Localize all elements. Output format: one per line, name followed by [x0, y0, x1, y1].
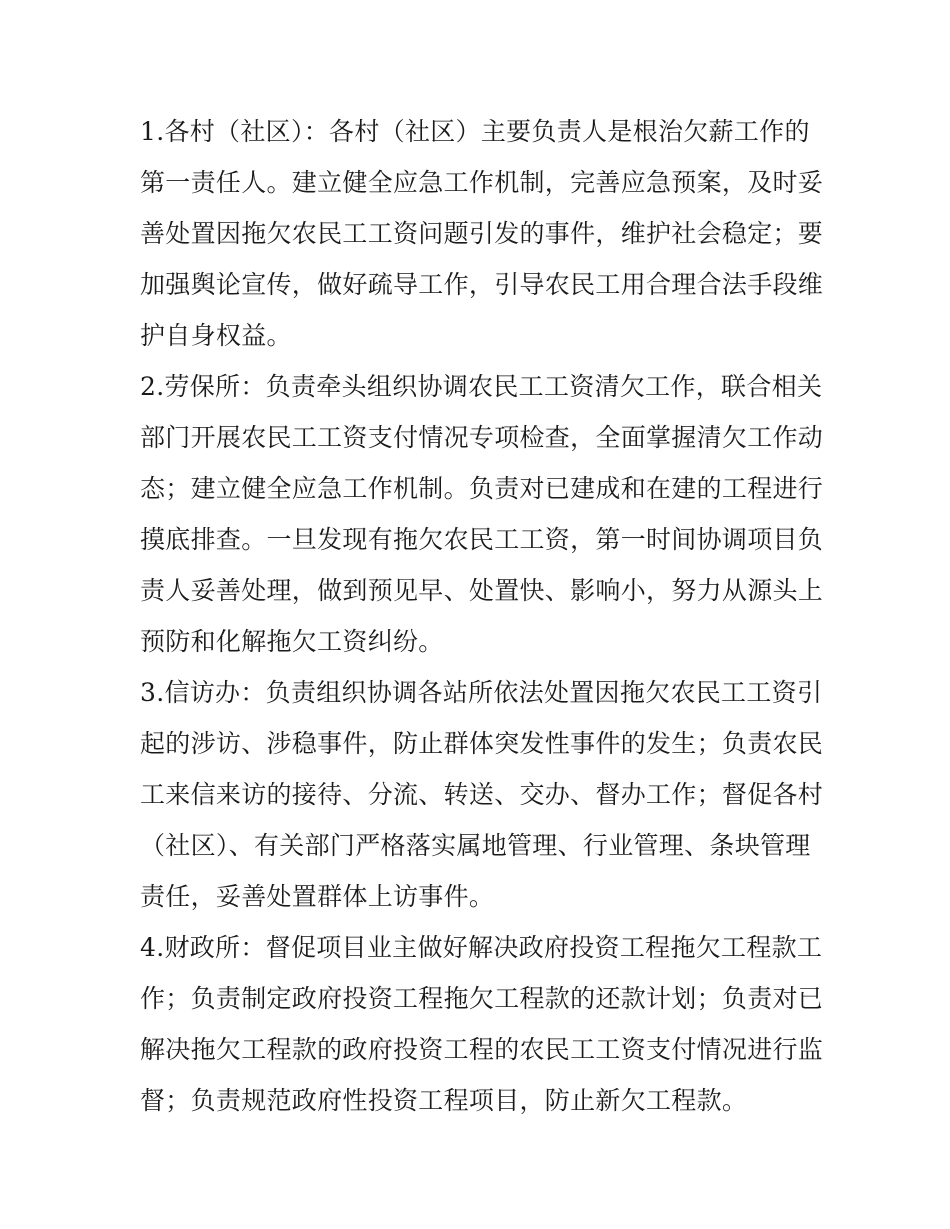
text-line: 工来信来访的接待、分流、转送、交办、督办工作；督促各村	[140, 780, 824, 809]
text-line: 护自身权益。	[140, 321, 292, 350]
text-line: 1.各村（社区）：各村（社区）主要负责人是根治欠薪工作的	[140, 117, 810, 146]
text-line: 作；负责制定政府投资工程拖欠工程款的还款计划；负责对已	[140, 984, 824, 1013]
text-line: 起的涉访、涉稳事件，防止群体突发性事件的发生；负责农民	[140, 729, 824, 758]
document-body	[140, 106, 824, 1126]
text-line: 4.财政所：督促项目业主做好解决政府投资工程拖欠工程款工	[140, 933, 823, 962]
text-line: 督；负责规范政府性投资工程项目，防止新欠工程款。	[140, 1086, 748, 1115]
text-line: 善处置因拖欠农民工工资问题引发的事件，维护社会稳定；要	[140, 219, 824, 248]
text-line: 责任，妥善处置群体上访事件。	[140, 882, 495, 911]
text-line: 第一责任人。建立健全应急工作机制，完善应急预案，及时妥	[140, 168, 824, 197]
text-line: 加强舆论宣传，做好疏导工作，引导农民工用合理合法手段维	[140, 270, 824, 299]
text-line: 2.劳保所：负责牵头组织协调农民工工资清欠工作，联合相关	[140, 372, 823, 401]
text-line: 部门开展农民工工资支付情况专项检查，全面掌握清欠工作动	[140, 423, 824, 452]
text-line: 摸底排查。一旦发现有拖欠农民工工资，第一时间协调项目负	[140, 525, 824, 554]
text-line: 3.信访办：负责组织协调各站所依法处置因拖欠农民工工资引	[140, 678, 823, 707]
text-line: 责人妥善处理，做到预见早、处置快、影响小，努力从源头上	[140, 576, 824, 605]
text-line: 解决拖欠工程款的政府投资工程的农民工工资支付情况进行监	[140, 1035, 824, 1064]
text-line: 预防和化解拖欠工资纠纷。	[140, 627, 444, 656]
text-line: （社区）、有关部门严格落实属地管理、行业管理、条块管理	[140, 831, 811, 860]
text-line: 态；建立健全应急工作机制。负责对已建成和在建的工程进行	[140, 474, 824, 503]
